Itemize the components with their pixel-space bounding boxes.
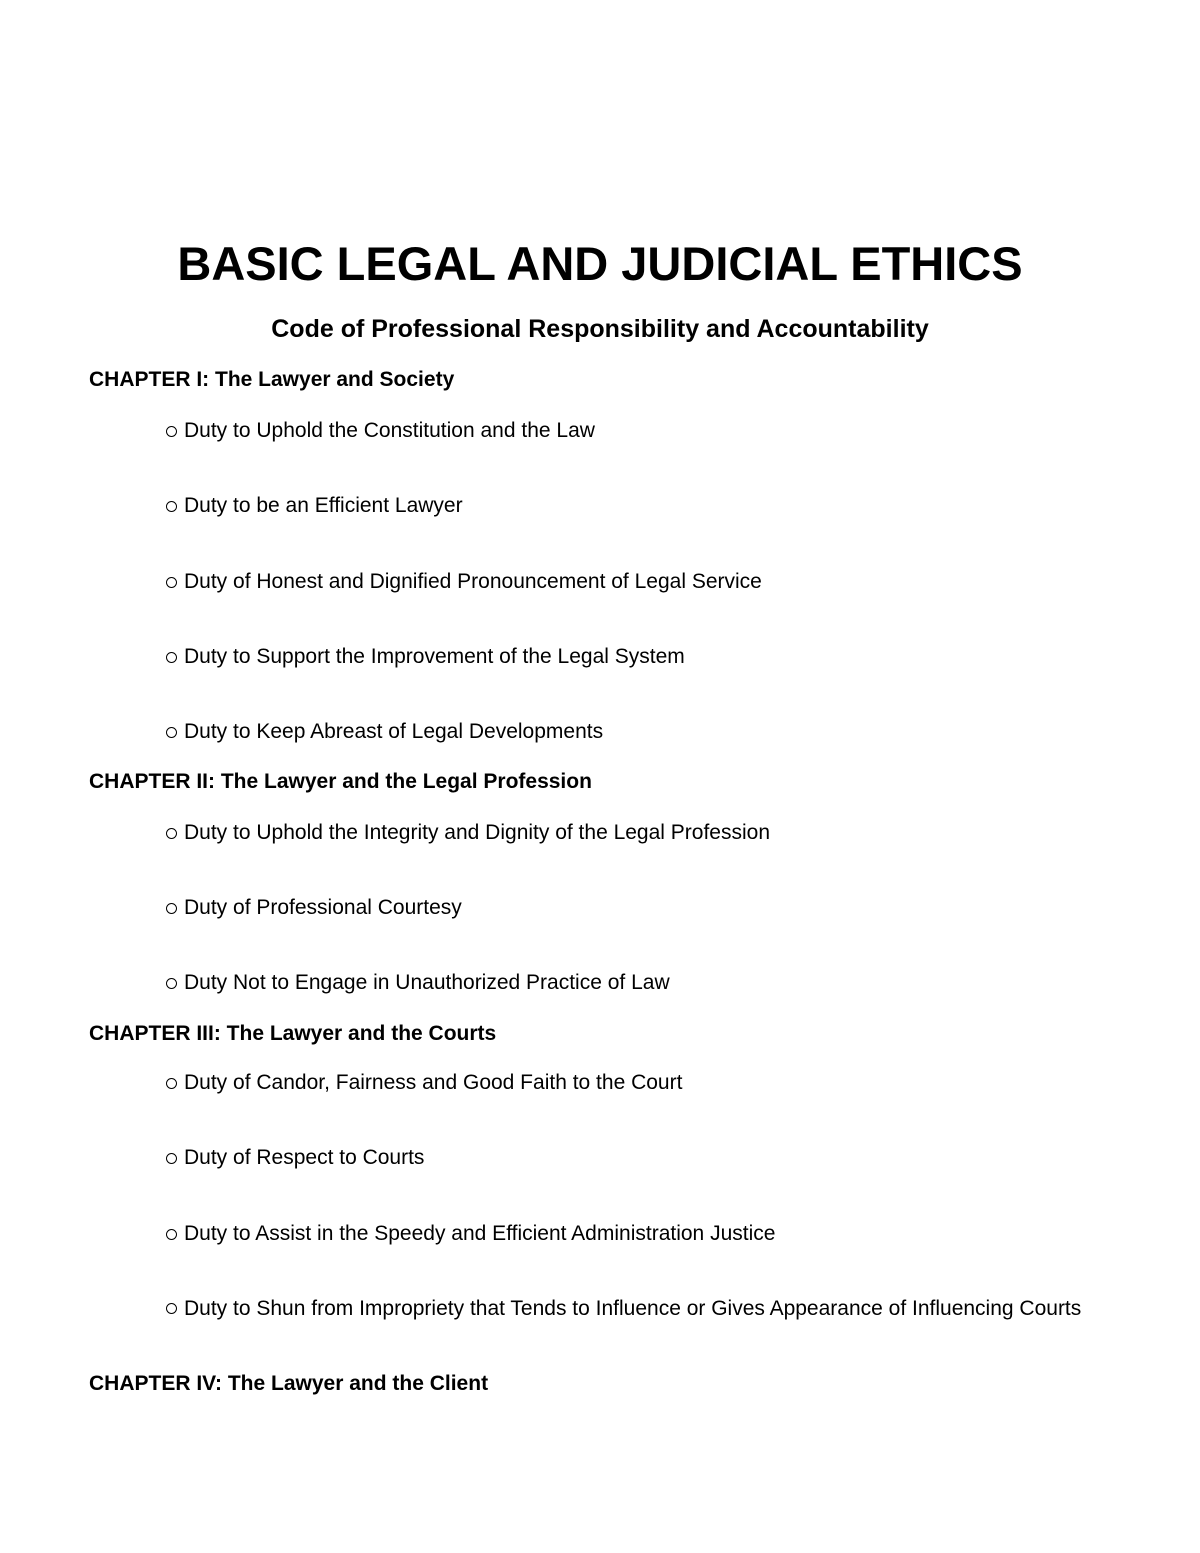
circle-bullet-icon <box>166 1303 177 1314</box>
circle-bullet-icon <box>166 978 177 989</box>
list-item <box>166 644 1106 670</box>
list-item <box>166 719 1106 745</box>
chapter-heading: CHAPTER I: The Lawyer and Society <box>89 368 455 391</box>
circle-bullet-icon <box>166 727 177 738</box>
list-item <box>166 1145 1106 1171</box>
list-item <box>166 569 1106 595</box>
duty-text: Duty to Support the Improvement of the Legal System <box>184 645 685 668</box>
circle-bullet-icon <box>166 501 177 512</box>
list-item <box>166 1296 1106 1322</box>
duty-text: Duty of Respect to Courts <box>184 1146 425 1169</box>
duty-text: Duty to Uphold the Integrity and Dignity of the Legal Profession <box>184 821 771 844</box>
list-item <box>166 820 1106 846</box>
circle-bullet-icon <box>166 1078 177 1089</box>
list-item <box>166 1070 1106 1096</box>
circle-bullet-icon <box>166 903 177 914</box>
circle-bullet-icon <box>166 577 177 588</box>
duty-text: Duty of Honest and Dignified Pronouncement of Legal Service <box>184 570 762 593</box>
chapter-heading: CHAPTER III: The Lawyer and the Courts <box>89 1022 497 1045</box>
duty-text: Duty of Professional Courtesy <box>184 896 462 919</box>
list-item <box>166 970 1106 996</box>
chapter-heading: CHAPTER II: The Lawyer and the Legal Profession <box>89 770 592 793</box>
duty-text: Duty to be an Efficient Lawyer <box>184 494 463 517</box>
chapter-heading: CHAPTER IV: The Lawyer and the Client <box>89 1372 489 1395</box>
circle-bullet-icon <box>166 426 177 437</box>
duty-text: Duty Not to Engage in Unauthorized Practice of Law <box>184 971 670 994</box>
list-item <box>166 493 1106 519</box>
list-item <box>166 1221 1106 1247</box>
document-subtitle: Code of Professional Responsibility and Accountability <box>271 315 929 343</box>
duty-text: Duty of Candor, Fairness and Good Faith to the Court <box>184 1071 683 1094</box>
document-title: BASIC LEGAL AND JUDICIAL ETHICS <box>177 237 1023 290</box>
list-item <box>166 895 1106 921</box>
circle-bullet-icon <box>166 828 177 839</box>
circle-bullet-icon <box>166 652 177 663</box>
duty-text: Duty to Keep Abreast of Legal Developments <box>184 720 604 743</box>
circle-bullet-icon <box>166 1153 177 1164</box>
duty-text: Duty to Assist in the Speedy and Efficient Administration Justice <box>184 1222 776 1245</box>
duty-text: Duty to Shun from Impropriety that Tends to Influence or Gives Appearance of Influencing Courts <box>184 1297 1082 1320</box>
circle-bullet-icon <box>166 1229 177 1240</box>
list-item <box>166 418 1106 444</box>
duty-text: Duty to Uphold the Constitution and the Law <box>184 419 595 442</box>
